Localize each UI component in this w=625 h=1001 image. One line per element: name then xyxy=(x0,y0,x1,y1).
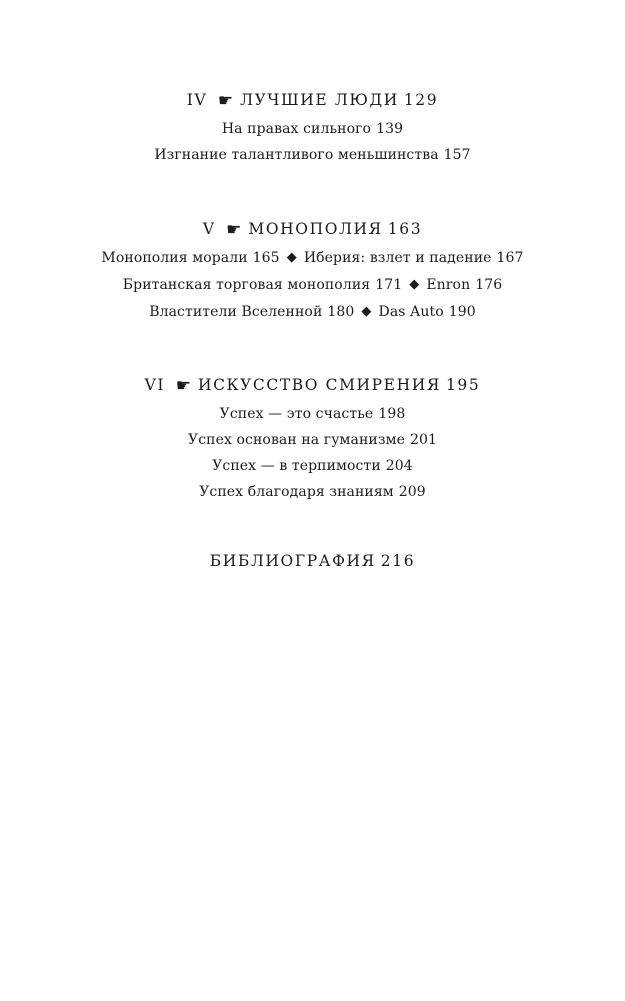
entry-title: Успех благодаря знаниям xyxy=(199,484,394,500)
entry-page-number: 190 xyxy=(448,304,476,320)
entry-title: Властители Вселенной xyxy=(149,304,323,320)
chapter-page-number: 195 xyxy=(445,376,481,394)
entry-title: Иберия: взлет и падение xyxy=(303,250,492,266)
entry-page-number: 171 xyxy=(375,277,403,293)
toc-line xyxy=(0,142,625,168)
entry-page-number: 209 xyxy=(398,484,426,500)
toc-line xyxy=(0,272,625,299)
entry-page-number: 204 xyxy=(385,458,413,474)
chapter-iv xyxy=(0,90,625,168)
entry-title: Британская торговая монополия xyxy=(122,277,371,293)
entry-page-number: 139 xyxy=(376,121,404,137)
chapter-heading xyxy=(0,375,625,395)
chapter-title: ЛУЧШИЕ ЛЮДИ xyxy=(240,91,399,109)
pointing-hand-icon: ☛ xyxy=(217,91,234,111)
toc-line xyxy=(0,245,625,272)
chapter-entries xyxy=(0,116,625,168)
bibliography-section xyxy=(0,551,625,571)
entry-title: Успех — это счастье xyxy=(219,406,374,422)
chapter-page-number: 129 xyxy=(403,91,439,109)
entry-page-number: 201 xyxy=(409,432,437,448)
bibliography-heading xyxy=(0,551,625,571)
pointing-hand-icon: ☛ xyxy=(175,376,191,396)
chapter-numeral: IV xyxy=(186,91,208,109)
pointing-hand-icon: ☛ xyxy=(226,220,242,240)
chapter-title: МОНОПОЛИЯ xyxy=(248,220,383,238)
toc-line xyxy=(0,401,625,427)
entry-title: Успех основан на гуманизме xyxy=(188,432,405,448)
toc-line xyxy=(0,299,625,326)
toc-line xyxy=(0,479,625,505)
chapter-title: ИСКУССТВО СМИРЕНИЯ xyxy=(197,376,441,394)
chapter-heading xyxy=(0,219,625,239)
diamond-icon: ◆ xyxy=(361,304,372,319)
toc-line xyxy=(0,116,625,142)
toc-line xyxy=(0,427,625,453)
chapter-v xyxy=(0,219,625,326)
chapter-page-number: 163 xyxy=(387,220,423,238)
entry-page-number: 157 xyxy=(443,147,471,163)
chapter-numeral: V xyxy=(202,220,216,238)
chapter-vi xyxy=(0,375,625,505)
diamond-icon: ◆ xyxy=(286,250,297,265)
chapter-heading xyxy=(0,90,625,110)
entry-page-number: 198 xyxy=(378,406,406,422)
chapter-numeral: VI xyxy=(144,376,166,394)
entry-title: Монополия морали xyxy=(101,250,248,266)
entry-page-number: 180 xyxy=(327,304,355,320)
toc-line xyxy=(0,453,625,479)
entry-title: Изгнание талантливого меньшинства xyxy=(154,147,439,163)
bibliography-page-number: 216 xyxy=(380,552,416,570)
entry-title: Успех — в терпимости xyxy=(212,458,381,474)
chapter-entries xyxy=(0,245,625,326)
diamond-icon: ◆ xyxy=(409,277,420,292)
entry-title: Enron xyxy=(426,277,471,293)
entry-title: Das Auto xyxy=(378,304,444,320)
bibliography-title: БИБЛИОГРАФИЯ xyxy=(209,552,376,570)
entry-title: На правах сильного xyxy=(221,121,372,137)
entry-page-number: 165 xyxy=(252,250,280,266)
entry-page-number: 176 xyxy=(475,277,503,293)
entry-page-number: 167 xyxy=(496,250,524,266)
chapter-entries xyxy=(0,401,625,505)
